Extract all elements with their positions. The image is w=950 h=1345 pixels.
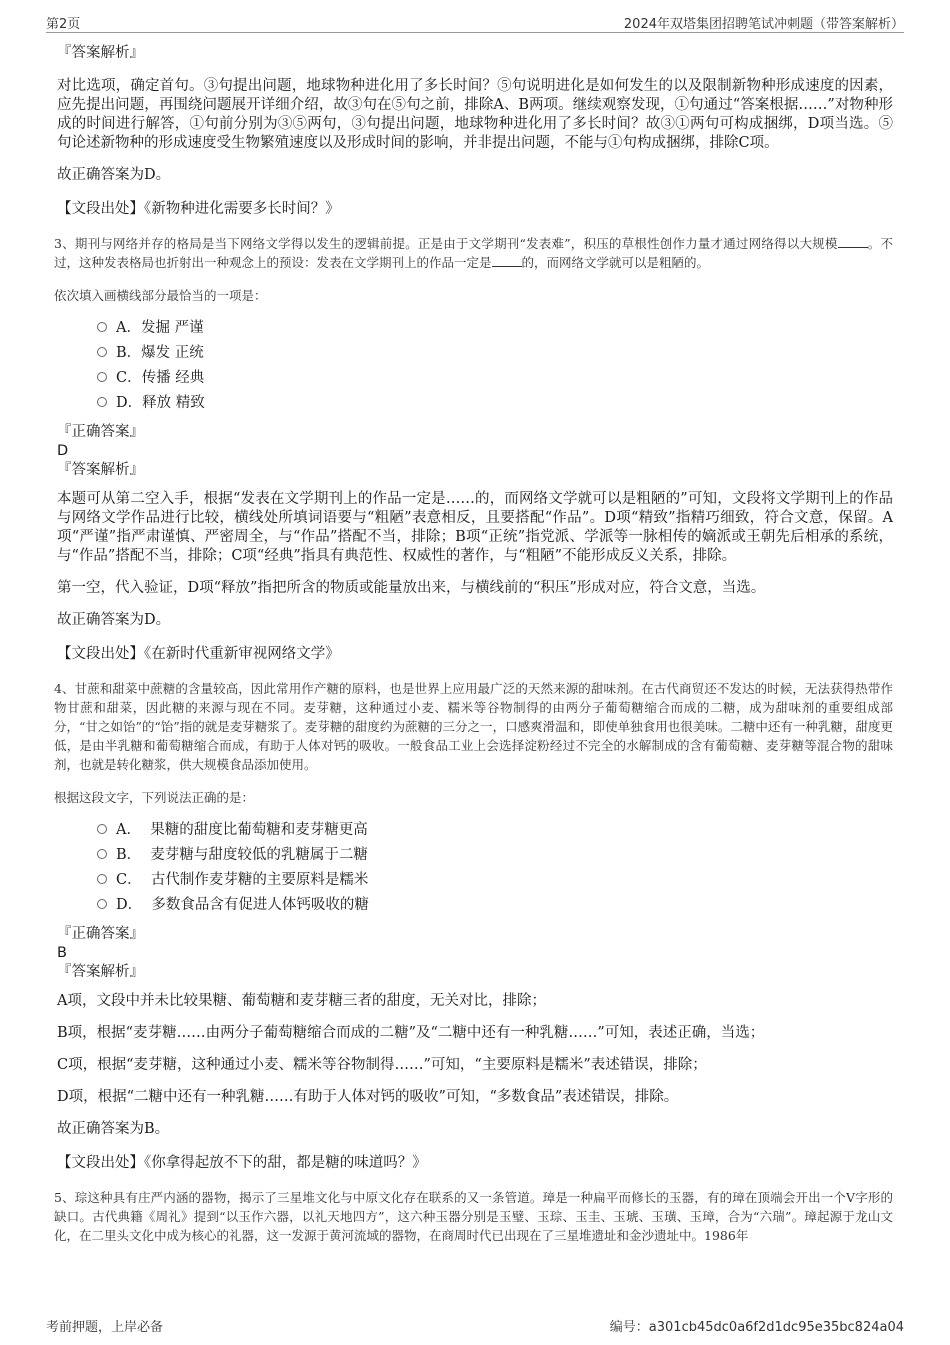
q3-blank-1 bbox=[838, 234, 868, 248]
option-letter: A． bbox=[116, 822, 141, 838]
radio-icon[interactable] bbox=[97, 849, 107, 859]
q3-option-b[interactable] bbox=[97, 344, 893, 369]
option-text: 释放 精致 bbox=[142, 395, 205, 411]
q3-stem-part3: 的，而网络文学就可以是粗陋的。 bbox=[521, 255, 710, 270]
q4-analysis-d: D项，根据“二糖中还有一种乳糖……有助于人体对钙的吸收”可知，“多数食品”表述错误，排除。 bbox=[57, 1089, 679, 1105]
q4-option-c[interactable] bbox=[97, 871, 893, 896]
page-content bbox=[54, 44, 893, 1259]
q3-prompt: 依次填入画横线部分最恰当的一项是： bbox=[54, 288, 267, 303]
q3-stem-part1: 3、期刊与网络并存的格局是当下网络文学得以发生的逻辑前提。正是由于文学期刊“发表难”，积压的草根性创作力量才通过网络得以大规模 bbox=[54, 236, 838, 251]
q3-option-a[interactable] bbox=[97, 319, 893, 344]
q4-correct-answer: B bbox=[57, 945, 67, 961]
q3-options bbox=[57, 319, 893, 419]
q4-correct-label: 『正确答案』 bbox=[57, 926, 144, 942]
q2-analysis: 对比选项，确定首句。③句提出问题，地球物种进化用了多长时间？⑤句说明进化是如何发生的以及限制新物种形成速度的因素，应先提出问题，再围绕问题展开详细介绍，故③句在⑤句之前，排除A、B两项。继续观察发现，①句通过“答案根据……”对物种形成的时间进行解答，①句前分别为③⑤两句，③句提出问题，地球物种进化用了多长时间？故③①两句可构成捆绑，D项当选。⑤句论述新物种的形成速度受生物繁殖速度以及形成时间的影响，并非提出问题，不能与①句构成捆绑，排除C项。 bbox=[57, 78, 893, 151]
radio-icon[interactable] bbox=[97, 874, 107, 884]
q3-source: 【文段出处】《在新时代重新审视网络文学》 bbox=[57, 646, 340, 662]
q3-stem bbox=[54, 234, 893, 272]
page-footer bbox=[46, 1316, 904, 1336]
q3-option-d[interactable] bbox=[97, 394, 893, 419]
q2-analysis-label: 『答案解析』 bbox=[57, 45, 144, 61]
option-letter: B． bbox=[116, 345, 142, 361]
option-letter: A． bbox=[116, 320, 141, 336]
radio-icon[interactable] bbox=[97, 372, 107, 382]
q4-options bbox=[57, 821, 893, 921]
option-letter: C． bbox=[116, 370, 142, 386]
option-letter: B． bbox=[116, 847, 142, 863]
document-id: 编号：a301cb45dc0a6f2d1dc95e35bc824a04 bbox=[609, 1320, 904, 1335]
q3-correct-label: 『正确答案』 bbox=[57, 424, 144, 440]
option-text: 传播 经典 bbox=[141, 370, 205, 386]
option-letter: D． bbox=[116, 897, 143, 913]
option-text: 爆发 正统 bbox=[141, 345, 204, 361]
q3-analysis-2: 第一空，代入验证，D项“释放”指把所含的物质或能量放出来，与横线前的“积压”形成对应，符合文意，当选。 bbox=[57, 580, 766, 596]
q4-conclusion: 故正确答案为B。 bbox=[57, 1121, 170, 1137]
q3-correct-answer: D bbox=[57, 443, 69, 459]
option-text: 果糖的甜度比葡萄糖和麦芽糖更高 bbox=[150, 822, 368, 838]
q4-option-a[interactable] bbox=[97, 821, 893, 846]
q3-option-c[interactable] bbox=[97, 369, 893, 394]
radio-icon[interactable] bbox=[97, 322, 107, 332]
q2-conclusion: 故正确答案为D。 bbox=[57, 167, 171, 183]
radio-icon[interactable] bbox=[97, 347, 107, 357]
q4-analysis-a: A项，文段中并未比较果糖、葡萄糖和麦芽糖三者的甜度，无关对比，排除； bbox=[57, 993, 546, 1009]
radio-icon[interactable] bbox=[97, 397, 107, 407]
q4-analysis-c: C项，根据“麦芽糖，这种通过小麦、糯米等谷物制得……”可知，“主要原料是糯米”表述错误，排除； bbox=[57, 1057, 707, 1073]
option-text: 麦芽糖与甜度较低的乳糖属于二糖 bbox=[150, 847, 368, 863]
q4-analysis-b: B项，根据“麦芽糖……由两分子葡萄糖缩合而成的二糖”及“二糖中还有一种乳糖……”可知，表述正确，当选； bbox=[57, 1025, 765, 1041]
option-text: 发掘 严谨 bbox=[140, 320, 204, 336]
option-letter: C． bbox=[116, 872, 142, 888]
q2-source: 【文段出处】《新物种进化需要多长时间？》 bbox=[57, 201, 340, 217]
radio-icon[interactable] bbox=[97, 899, 107, 909]
q4-analysis-label: 『答案解析』 bbox=[57, 964, 144, 980]
page-number: 第2页 bbox=[46, 17, 81, 32]
footer-slogan: 考前押题，上岸必备 bbox=[46, 1320, 164, 1335]
option-letter: D． bbox=[116, 395, 143, 411]
q4-source: 【文段出处】《你拿得起放不下的甜，都是糖的味道吗？》 bbox=[57, 1155, 427, 1171]
q4-option-d[interactable] bbox=[97, 896, 893, 921]
q3-conclusion: 故正确答案为D。 bbox=[57, 612, 171, 628]
option-text: 多数食品含有促进人体钙吸收的糖 bbox=[151, 897, 369, 913]
option-text: 古代制作麦芽糖的主要原料是糯米 bbox=[150, 872, 369, 888]
document-title: 2024年双塔集团招聘笔试冲刺题（带答案解析） bbox=[623, 17, 904, 32]
q3-analysis-1: 本题可从第二空入手，根据“发表在文学期刊上的作品一定是……的，而网络文学就可以是粗陋的”可知，文段将文学期刊上的作品与网络文学作品进行比较，横线处所填词语要与“粗陋”表意相反，且要搭配“作品”。D项“精致”指精巧细致，符合文意，保留。A项“严谨”指严肃谨慎、严密周全，与“作品”搭配不当，排除；B项“正统”指党派、学派等一脉相传的嫡派或王朝先后相承的系统，与“作品”搭配不当，排除；C项“经典”指具有典范性、权威性的著作，与“粗陋”不能形成反义关系，排除。 bbox=[57, 491, 893, 564]
page-header bbox=[46, 10, 904, 33]
radio-icon[interactable] bbox=[97, 824, 107, 834]
q4-prompt: 根据这段文字，下列说法正确的是： bbox=[54, 790, 255, 805]
q4-stem: 4、甘蔗和甜菜中蔗糖的含量较高，因此常用作产糖的原料，也是世界上应用最广泛的天然来源的甜味剂。在古代商贸还不发达的时候，无法获得热带作物甘蔗和甜菜，因此糖的来源与现在不同。麦芽糖，这种通过小麦、糯米等谷物制得的由两分子葡萄糖缩合而成的二糖，成为甜味剂的重要组成部分，“甘之如饴”的“饴”指的就是麦芽糖浆了。麦芽糖的甜度约为蔗糖的三分之一，口感爽滑温和，即使单独食用也很美味。二糖中还有一种乳糖，甜度更低，是由半乳糖和葡萄糖缩合而成，有助于人体对钙的吸收。一般食品工业上会选择淀粉经过不完全的水解制成的含有葡萄糖、麦芽糖等混合物的甜味剂，也就是转化糖浆，供大规模食品添加使用。 bbox=[54, 681, 893, 772]
q4-option-b[interactable] bbox=[97, 846, 893, 871]
q3-analysis-label: 『答案解析』 bbox=[57, 462, 144, 478]
q5-stem: 5、琮这种具有庄严内涵的器物，揭示了三星堆文化与中原文化存在联系的又一条管道。璋是一种扁平而修长的玉器，有的璋在顶端会开出一个V字形的缺口。古代典籍《周礼》提到“以玉作六器，以礼天地四方”，这六种玉器分别是玉璧、玉琮、玉圭、玉琥、玉璜、玉璋，合为“六瑞”。璋起源于龙山文化，在二里头文化中成为核心的礼器，这一发源于黄河流域的器物，在商周时代已出现在了三星堆遗址和金沙遗址中。1986年 bbox=[54, 1190, 893, 1243]
q3-stem-part2: 。不过，这种发表格局也折射出一种观念上的预设：发表在文学期刊上的作品一定是 bbox=[54, 236, 893, 270]
q3-blank-2 bbox=[492, 253, 522, 267]
